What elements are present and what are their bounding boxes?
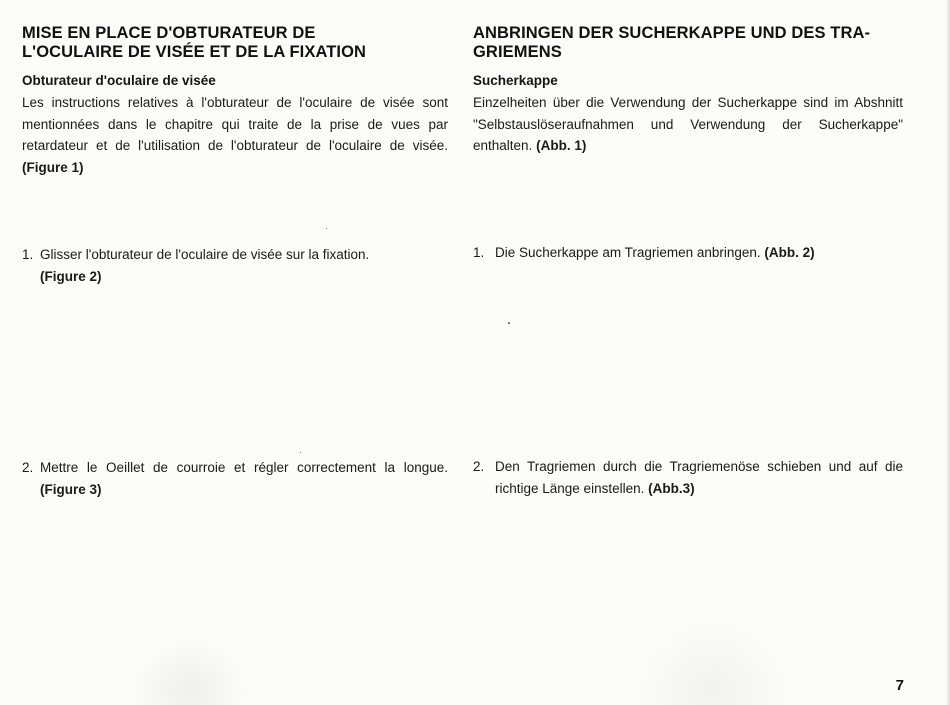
french-body-figure-ref: (Figure 1) xyxy=(22,159,84,175)
german-body-text: Einzelheiten über die Verwendung der Sucherkappe sind im Abshnitt "Selbstauslöseraufnahmen und Verwendung der Sucherkappe" enthalten. xyxy=(473,95,903,153)
page-edge-shadow xyxy=(946,0,950,705)
french-step-2-number: 2. xyxy=(22,460,34,475)
french-title-line-1: MISE EN PLACE D'OBTURATEUR DE xyxy=(22,24,316,42)
german-step-2-number: 2. xyxy=(473,459,485,474)
french-step-1-figure-ref: (Figure 2) xyxy=(40,268,102,284)
german-step-2 xyxy=(473,456,903,499)
german-step-1-figure-ref: (Abb. 2) xyxy=(764,245,815,260)
german-title-line-2: GRIEMENS xyxy=(473,43,562,61)
french-step-1-number: 1. xyxy=(22,247,34,262)
german-subheading: Sucherkappe xyxy=(473,73,558,88)
scan-speck xyxy=(508,322,510,324)
french-step-2-text: Mettre le Oeillet de courroie et régler correctement la longue. xyxy=(40,460,448,475)
german-step-1-number: 1. xyxy=(473,245,485,260)
french-title-line-2: L'OCULAIRE DE VISÉE ET DE LA FIXATION xyxy=(22,43,367,61)
french-subheading: Obturateur d'oculaire de visée xyxy=(22,73,216,88)
german-step-2-text: Den Tragriemen durch die Tragriemenöse schieben und auf die richtige Länge einstellen. xyxy=(495,459,903,496)
french-step-1-text: Glisser l'obturateur de l'oculaire de visée sur la fixation. xyxy=(40,247,370,262)
german-body-figure-ref: (Abb. 1) xyxy=(536,138,587,153)
french-body-paragraph xyxy=(22,92,448,178)
german-step-1-text: Die Sucherkappe am Tragriemen anbringen. xyxy=(495,245,761,260)
french-step-2 xyxy=(22,457,448,500)
german-title-line-1: ANBRINGEN DER SUCHERKAPPE UND DES TRA- xyxy=(473,24,871,42)
german-section-title xyxy=(473,24,903,62)
scan-speck xyxy=(300,452,301,453)
german-step-1 xyxy=(473,242,903,264)
german-body-paragraph xyxy=(473,92,903,157)
page-number: 7 xyxy=(895,677,904,694)
french-step-1 xyxy=(22,244,448,287)
french-section-title xyxy=(22,24,448,62)
scan-speck xyxy=(326,228,327,229)
french-body-text: Les instructions relatives à l'obturateur de l'oculaire de visée sont mentionnées dans le chapitre qui traite de la prise de vues par retardateur et de l'utilisation de l'obturateur de l'oculaire de visée. xyxy=(22,95,448,153)
french-step-2-figure-ref: (Figure 3) xyxy=(40,481,102,497)
german-step-2-figure-ref: (Abb.3) xyxy=(648,480,695,496)
